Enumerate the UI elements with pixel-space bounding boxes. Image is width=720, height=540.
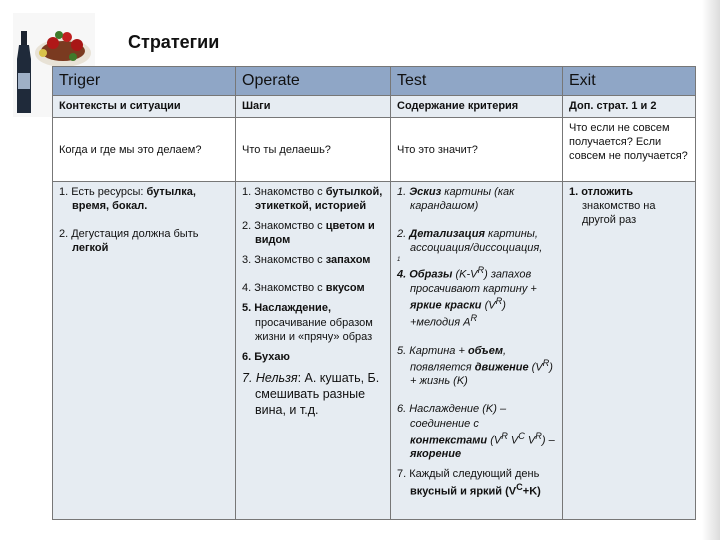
triger-cell bbox=[53, 182, 236, 520]
test-item-1: 1. Эскиз картины (как карандашом) bbox=[397, 186, 515, 213]
test-item-5: 5. Картина + объем, появляется движение $(V^R)$ + жизнь (K) bbox=[397, 344, 553, 388]
operate-step-2: 2. Знакомство с цветом и видом bbox=[242, 220, 375, 247]
header-test: Test bbox=[391, 67, 563, 96]
cell-steps: Шаги bbox=[236, 96, 391, 118]
cell-criteria: Содержание критерия bbox=[391, 96, 563, 118]
exit-item-1: 1. отложить знакомство на другой раз bbox=[569, 186, 656, 227]
operate-step-7: 7. Нельзя: А. кушать, Б. смешивать разные вина, и т.д. bbox=[242, 370, 380, 417]
cell-if-not-working: Что если не совсем получается? Если совсем не получается? bbox=[563, 118, 696, 182]
strategy-table bbox=[52, 66, 696, 520]
operate-step-6: 6. Бухаю bbox=[242, 350, 290, 363]
header-triger: Triger bbox=[53, 67, 236, 96]
exit-cell bbox=[563, 182, 696, 520]
side-shadow bbox=[702, 0, 720, 540]
triger-item-1: 1. Есть ресурсы: бутылка, время, бокал. bbox=[59, 186, 196, 213]
cell-what-doing: Что ты делаешь? bbox=[236, 118, 391, 182]
cell-extra-strategies: Доп. страт. 1 и 2 bbox=[563, 96, 696, 118]
table-row bbox=[53, 182, 696, 520]
operate-step-5: 5. Наслаждение, просачивание образом жизни и «прячу» образ bbox=[242, 302, 373, 343]
operate-step-1: 1. Знакомство с бутылкой, этикеткой, историей bbox=[242, 186, 383, 213]
cell-when-where: Когда и где мы это делаем? bbox=[53, 118, 236, 182]
test-item-3-marker: 1 bbox=[397, 257, 401, 264]
table-row bbox=[53, 96, 696, 118]
test-item-4: 4. Образы $(K-V^R)$ запахов просачивают картину + яркие краски $(V^R)$ +мелодия $A^R$ bbox=[397, 265, 537, 329]
cell-what-means: Что это значит? bbox=[391, 118, 563, 182]
header-exit: Exit bbox=[563, 67, 696, 96]
test-cell bbox=[391, 182, 563, 520]
test-item-7: 7. Каждый следующий день вкусный и яркий $(V^C+K)$ bbox=[397, 468, 541, 498]
cell-contexts: Контексты и ситуации bbox=[53, 96, 236, 118]
table-row bbox=[53, 118, 696, 182]
operate-cell bbox=[236, 182, 391, 520]
test-item-2: 2. Детализация картины, ассоциация/диссоциация, bbox=[397, 228, 543, 255]
operate-step-4: 4. Знакомство с вкусом bbox=[242, 282, 365, 295]
test-item-6: 6. Наслаждение (K) – соединение с контекстами ($V^R$ $V^C$ $V^R$) – якорение bbox=[397, 403, 555, 461]
page-title: Стратегии bbox=[128, 32, 220, 52]
header-operate: Operate bbox=[236, 67, 391, 96]
header-row bbox=[53, 67, 696, 96]
operate-step-3: 3. Знакомство с запахом bbox=[242, 254, 371, 267]
triger-item-2: 2. Дегустация должна быть легкой bbox=[59, 228, 199, 255]
